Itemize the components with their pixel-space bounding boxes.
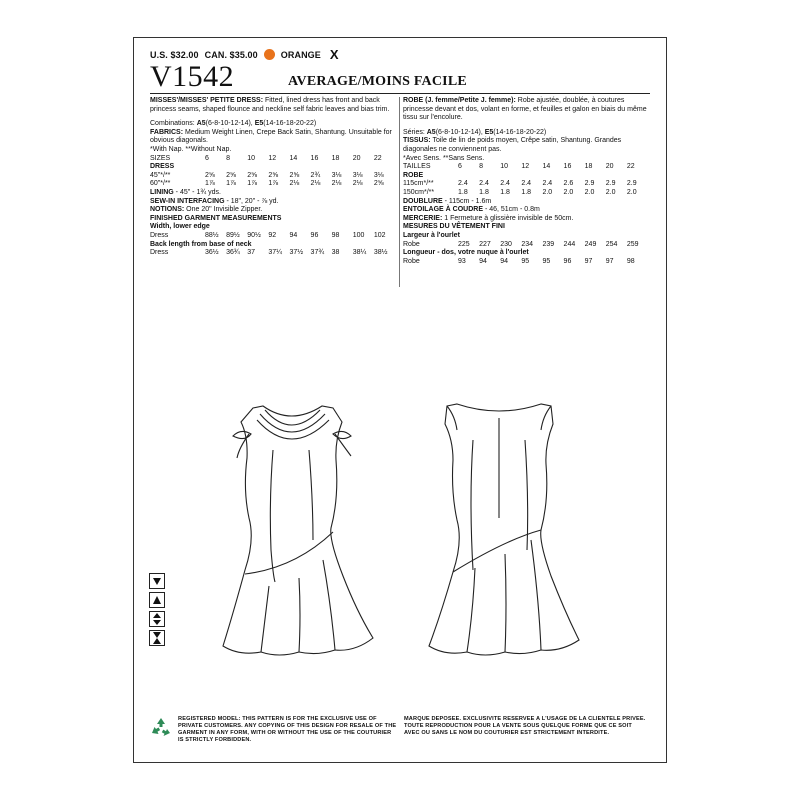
table-cell: 2.6	[563, 180, 574, 188]
table-cell: 234	[521, 240, 534, 248]
table-cell: 37¼	[268, 249, 282, 257]
table-cell: 95	[542, 257, 551, 265]
english-column	[150, 97, 395, 258]
yardage-60-row: 60"*/** 1⅞ 1⅞ 1⅞ 1⅞ 2⅛ 2⅛ 2⅛ 2⅛ 2⅝	[150, 180, 395, 189]
table-cells	[458, 258, 648, 267]
table-cell: 95	[521, 257, 530, 265]
table-cell: 93	[458, 257, 466, 265]
table-cell: 2⅛	[331, 180, 342, 188]
back-strap-left	[447, 406, 457, 430]
table-cell: 10	[247, 154, 256, 162]
table-cell: 98	[331, 231, 340, 239]
table-cell: 92	[268, 231, 277, 239]
table-cell: 38¼	[352, 249, 367, 257]
table-cell: 1⅞	[247, 180, 257, 188]
table-cell: 18	[584, 163, 593, 171]
table-cells	[458, 180, 648, 189]
table-cell: 8	[479, 163, 484, 171]
table-cell: 38½	[373, 249, 388, 257]
table-cell: 14	[542, 163, 551, 171]
table-cell: 2.0	[542, 188, 553, 196]
us-price: U.S. $32.00	[150, 49, 199, 60]
back-flounce-fold-1	[467, 568, 475, 652]
front-flounce-fold-1	[261, 586, 269, 652]
table-cell: 97	[605, 257, 614, 265]
table-cell: 16	[563, 163, 572, 171]
table-cell: 2.4	[542, 180, 553, 188]
table-cell: 259	[626, 240, 639, 248]
table-cell: 2.0	[584, 188, 595, 196]
table-cell: 37¾	[310, 249, 325, 257]
back-strap-right	[541, 406, 551, 430]
table-cell: 94	[479, 257, 487, 265]
table-cell: 37	[247, 249, 256, 257]
mesures-title: MESURES DU VÊTEMENT FINI	[403, 223, 505, 231]
table-cell: 2⅝	[247, 171, 257, 179]
table-cell: 1⅞	[268, 180, 279, 188]
sizes-values	[205, 155, 395, 164]
sens-note: *Avec Sens. **Sans Sens.	[403, 154, 485, 162]
header-rule	[150, 93, 650, 94]
table-cell: 22	[626, 163, 635, 171]
table-cell: 2⅝	[226, 171, 236, 179]
front-flounce-seam	[245, 532, 333, 574]
largeur-row: Robe 225 227 230 234 239 244 249 254 259	[403, 241, 648, 250]
table-cell: 230	[500, 240, 512, 248]
front-flounce-fold-2	[299, 578, 300, 652]
table-cell: 1⅞	[226, 180, 236, 188]
table-cell: 90½	[247, 231, 261, 239]
table-cell: 98	[626, 257, 635, 265]
back-princess-seam-right	[525, 440, 528, 550]
table-cell: 2⅛	[310, 180, 321, 188]
pattern-number: V1542	[150, 60, 235, 93]
tissus: TISSUS: Toile de lin de poids moyen, Crêpe satin, Shantung. Grandes diagonales ne conviennent pas.	[403, 137, 622, 153]
table-cell: 2⅝	[205, 171, 215, 179]
table-cell: 1.8	[521, 188, 532, 196]
table-cell: 227	[479, 240, 491, 248]
table-cells	[205, 180, 395, 189]
table-cell: 3⅛	[352, 171, 363, 179]
triangle-up-down-icon	[149, 611, 165, 627]
front-neck-drape-2	[260, 414, 325, 432]
table-cell: 8	[226, 154, 231, 162]
dress-front-view	[205, 400, 380, 665]
table-cell: 2.4	[500, 180, 510, 188]
table-cell: 2.4	[479, 180, 489, 188]
table-cell: 3⅛	[373, 171, 384, 179]
table-cell: 94	[289, 231, 298, 239]
table-cell: 89½	[226, 231, 240, 239]
table-cell: 12	[521, 163, 530, 171]
mercerie: MERCERIE: 1 Fermeture à glissière invisible de 50cm.	[403, 214, 574, 222]
table-cell: 6	[458, 163, 462, 171]
front-bodice-outline	[223, 406, 373, 655]
back-length-title: Back length from base of neck	[150, 240, 252, 248]
front-princess-seam-right	[309, 450, 313, 540]
front-flounce-fold-3	[323, 560, 335, 650]
hourglass-icon	[149, 630, 165, 646]
table-cells	[205, 232, 395, 241]
table-cell: 244	[563, 240, 576, 248]
triangle-up-icon	[149, 592, 165, 608]
table-cell: 2¾	[310, 171, 321, 179]
table-cell: 2⅛	[289, 180, 300, 188]
table-cell: 2⅝	[289, 171, 300, 179]
table-cells	[205, 249, 395, 258]
back-flounce-fold-3	[531, 540, 541, 650]
table-cell: 96	[563, 257, 572, 265]
table-cell: 2.0	[563, 188, 574, 196]
table-cell: 254	[605, 240, 618, 248]
table-cell: 38	[331, 249, 340, 257]
table-cell: 3⅛	[331, 171, 342, 179]
longueur-title: Longueur - dos, votre nuque à l'ourlet	[403, 249, 529, 257]
table-cell: 12	[268, 154, 277, 162]
back-princess-seam-left	[471, 440, 473, 570]
table-cells	[205, 172, 395, 181]
table-cell: 2.4	[521, 180, 532, 188]
column-divider	[399, 97, 400, 287]
table-cell: 1.8	[500, 188, 510, 196]
tailles-row: TAILLES 6 8 10 12 14 16 18 20 22	[403, 163, 648, 172]
table-cell: 10	[500, 163, 509, 171]
notions: NOTIONS: One 20" Invisible Zipper.	[150, 206, 263, 214]
table-cell: 225	[458, 240, 470, 248]
entoilage: ENTOILAGE À COUDRE - 46, 51cm - 0.8m	[403, 206, 540, 214]
sizes-row: SIZES 6 8 10 12 14 16 18 20 22	[150, 155, 395, 164]
width-row: Dress 88½ 89½ 90½ 92 94 96 98 100 102	[150, 232, 395, 241]
table-cell: 2⅝	[373, 180, 384, 188]
interfacing: SEW-IN INTERFACING - 18", 20" - ⅞ yd.	[150, 197, 279, 205]
english-description: MISSES'/MISSES' PETITE DRESS: Fitted, lined dress has front and back princess seams, shaped flounce and neckline self fabric leaves and bias trim.	[150, 97, 390, 113]
recycle-icon	[149, 716, 173, 740]
table-cell: 239	[542, 240, 555, 248]
series: Séries: A5(6-8-10-12-14), E5(14-16-18-20-22)	[403, 128, 547, 136]
table-cell: 96	[310, 231, 319, 239]
back-outline	[429, 404, 579, 655]
legal-french: MARQUE DEPOSEE. EXCLUSIVITE RESERVEE A L'USAGE DE LA CLIENTELE PRIVEE. TOUTE REPRODUCTION POUR LA VENTE SOUS QUELQUE FORME QUE CE SOIT AVEC OU SANS LE NOM DU COUTURIER EST STRICTEMENT INTERDITE.	[404, 716, 646, 736]
table-cell: 94	[500, 257, 509, 265]
table-cell: 2.9	[626, 180, 637, 188]
legal-english: REGISTERED MODEL: THIS PATTERN IS FOR THE EXCLUSIVE USE OF PRIVATE CUSTOMERS. ANY COPYING OF THIS DESIGN FOR RESALE OF THE GARMENT IN ANY FORM, WITH OR WITHOUT THE USE OF THE COUTURIER IS STRICTLY FORBIDDEN.	[178, 716, 397, 743]
table-cell: 2.0	[626, 188, 637, 196]
yardage-45-row: 45"*/** 2⅝ 2⅝ 2⅝ 2⅝ 2⅝ 2¾ 3⅛ 3⅛ 3⅛	[150, 172, 395, 181]
table-cell: 102	[373, 231, 386, 239]
table-cell: 100	[352, 231, 365, 239]
care-symbols	[149, 573, 167, 649]
table-cell: 2⅝	[268, 171, 279, 179]
color-label: ORANGE	[280, 49, 321, 60]
combinations: Combinations: A5(6-8-10-12-14), E5(14-16-18-20-22)	[150, 120, 317, 128]
french-column	[403, 97, 648, 266]
table-cell: 2.0	[605, 188, 616, 196]
front-princess-seam-left	[270, 450, 275, 582]
table-cell: 88½	[205, 231, 219, 239]
color-dot	[264, 49, 275, 60]
can-price: CAN. $35.00	[204, 49, 258, 60]
table-cell: 36¾	[226, 249, 240, 257]
table-cell: 18	[331, 154, 340, 162]
largeur-title: Largeur à l'ourlet	[403, 231, 460, 239]
table-cell: 2.4	[458, 180, 468, 188]
width-title: Width, lower edge	[150, 223, 210, 231]
table-cell: 2.9	[584, 180, 595, 188]
table-cell: 1.8	[479, 188, 489, 196]
doublure: DOUBLURE - 115cm - 1.6m	[403, 197, 492, 205]
table-cell: 36½	[205, 249, 219, 257]
table-cells	[458, 189, 648, 198]
table-cell: 249	[584, 240, 597, 248]
table-cell: 22	[373, 154, 382, 162]
french-description: ROBE (J. femme/Petite J. femme): Robe ajustée, doublée, à coutures princesse devant et dos, volant en forme, et feuilles et galon en biais du même tissu sur l'encolure.	[403, 97, 647, 122]
x-mark: X	[329, 47, 339, 62]
table-cells	[458, 163, 648, 172]
robe-label: ROBE	[403, 171, 424, 179]
table-cell: 2⅛	[352, 180, 363, 188]
table-cell: 6	[205, 154, 209, 162]
table-cell: 37½	[289, 249, 304, 257]
table-cell: 20	[352, 154, 361, 162]
table-cell: 2.9	[605, 180, 616, 188]
triangle-down-icon	[149, 573, 165, 589]
fabrics: FABRICS: Medium Weight Linen, Crepe Back Satin, Shantung. Unsuitable for obvious diagonals.	[150, 128, 392, 145]
table-cell: 1.8	[458, 188, 468, 196]
finished-title: FINISHED GARMENT MEASUREMENTS	[150, 214, 282, 222]
difficulty-level: AVERAGE/MOINS FACILE	[288, 74, 467, 89]
table-cell: 16	[310, 154, 319, 162]
table-cell: 97	[584, 257, 593, 265]
longueur-row: Robe 93 94 94 95 95 96 97 97 98	[403, 258, 648, 267]
table-cell: 1⅞	[205, 180, 215, 188]
back-flounce-fold-2	[505, 554, 506, 652]
dress-back-view	[413, 400, 588, 665]
table-cells	[458, 241, 648, 250]
lining: LINING - 45" - 1¾ yds.	[150, 188, 221, 196]
table-cell: 14	[289, 154, 298, 162]
dress-label: DRESS	[150, 163, 175, 171]
back-length-row: Dress 36½ 36¾ 37 37¼ 37½ 37¾ 38 38¼ 38½	[150, 249, 395, 258]
front-neck-drape-3	[257, 420, 329, 439]
nap-note: *With Nap. **Without Nap.	[150, 145, 232, 153]
metrage-115-row: 115cm*/** 2.4 2.4 2.4 2.4 2.4 2.6 2.9 2.9 2.9	[403, 180, 648, 189]
metrage-150-row: 150cm*/** 1.8 1.8 1.8 1.8 2.0 2.0 2.0 2.0 2.0	[403, 189, 648, 198]
table-cell: 20	[605, 163, 614, 171]
